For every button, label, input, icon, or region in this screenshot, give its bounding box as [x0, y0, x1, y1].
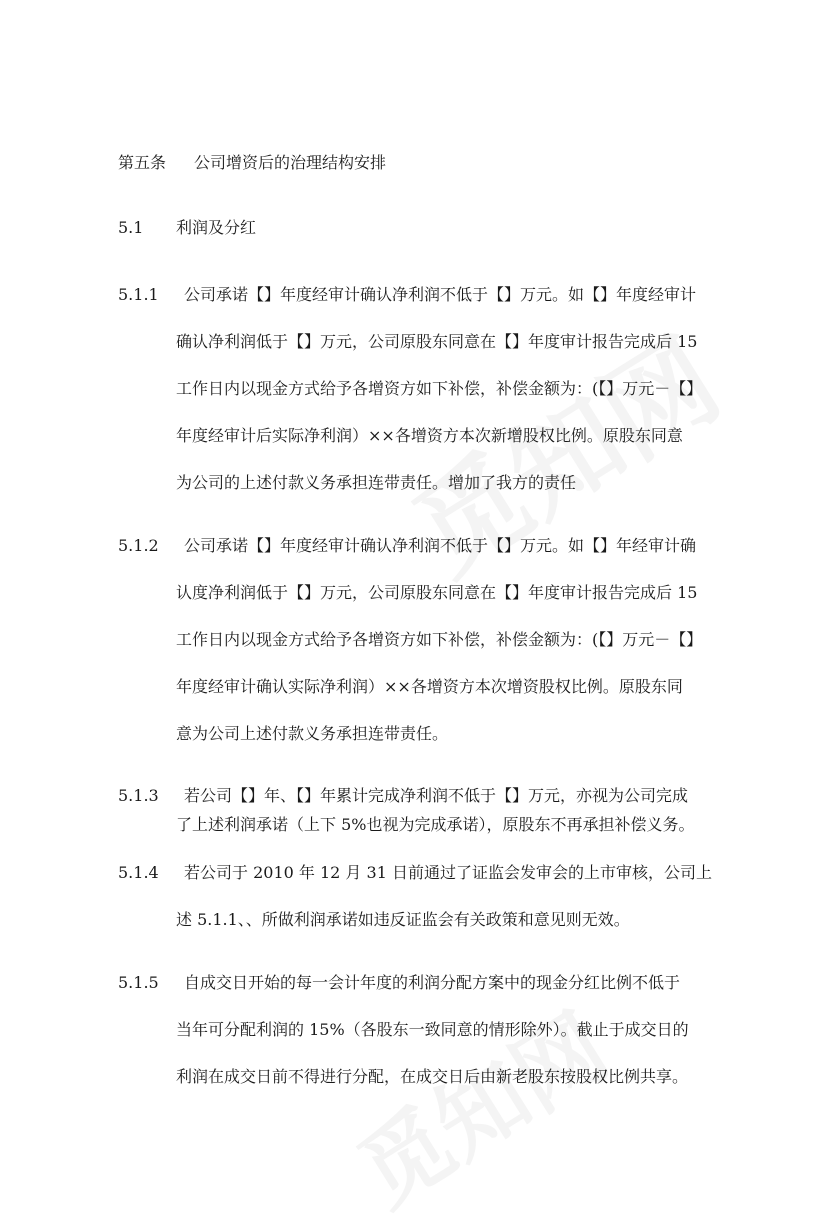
clause-text [176, 522, 702, 757]
clause-line: 若公司于 2010 年 12 月 31 日前通过了证监会发审会的上市审核，公司上 [184, 863, 712, 882]
clause-line: 述 5.1.1、、所做利润承诺如违反证监会有关政策和意见则无效。 [176, 910, 630, 929]
clause-line: 年度经审计后实际净利润）××各增资方本次新增股权比例。原股东同意 [176, 426, 683, 445]
clause-line: 为公司的上述付款义务承担连带责任。增加了我方的责任 [176, 473, 577, 492]
clause-number: 5.1.2 [118, 536, 159, 555]
clause-line: 了上述利润承诺（上下 5%也视为完成承诺），原股东不再承担补偿义务。 [176, 815, 695, 834]
article-title: 公司增资后的治理结构安排 [194, 153, 387, 172]
clause-number: 5.1.1 [118, 285, 159, 304]
clause-line: 利润在成交日前不得进行分配，在成交日后由新老股东按股权比例共享。 [176, 1067, 689, 1086]
clause-text [176, 271, 702, 506]
clause-number: 5.1.3 [118, 786, 159, 805]
clause-text [176, 849, 712, 943]
clause-line: 工作日内以现金方式给予各增资方如下补偿，补偿金额为：(【】万元－【】 [176, 630, 703, 649]
section-title: 利润及分红 [176, 218, 257, 237]
clause-line: 公司承诺【】年度经审计确认净利润不低于【】万元。如【】年经审计确 [184, 536, 697, 555]
clause-line: 自成交日开始的每一会计年度的利润分配方案中的现金分红比例不低于 [184, 973, 681, 992]
clause-line: 当年可分配利润的 15%（各股东一致同意的情形除外）。截止于成交日的 [176, 1020, 689, 1039]
clause-text [176, 781, 694, 839]
clause-number: 5.1.5 [118, 973, 159, 992]
clause-line: 公司承诺【】年度经审计确认净利润不低于【】万元。如【】年度经审计 [184, 285, 697, 304]
clause-text [176, 959, 689, 1100]
clause-line: 意为公司上述付款义务承担连带责任。 [176, 724, 449, 743]
clause-line: 工作日内以现金方式给予各增资方如下补偿，补偿金额为：(【】万元－【】 [176, 379, 703, 398]
clause-line: 若公司【】年、【】年累计完成净利润不低于【】万元，亦视为公司完成 [184, 786, 689, 805]
clause-line: 认度净利润低于【】万元，公司原股东同意在【】年度审计报告完成后 15 [176, 583, 698, 602]
clause-line: 确认净利润低于【】万元，公司原股东同意在【】年度审计报告完成后 15 [176, 332, 698, 351]
article-number: 第五条 [118, 153, 167, 172]
clause-number: 5.1.4 [118, 863, 159, 882]
clause-line: 年度经审计确认实际净利润）××各增资方本次增资股权比例。原股东同 [176, 677, 683, 696]
section-number: 5.1 [118, 218, 144, 237]
